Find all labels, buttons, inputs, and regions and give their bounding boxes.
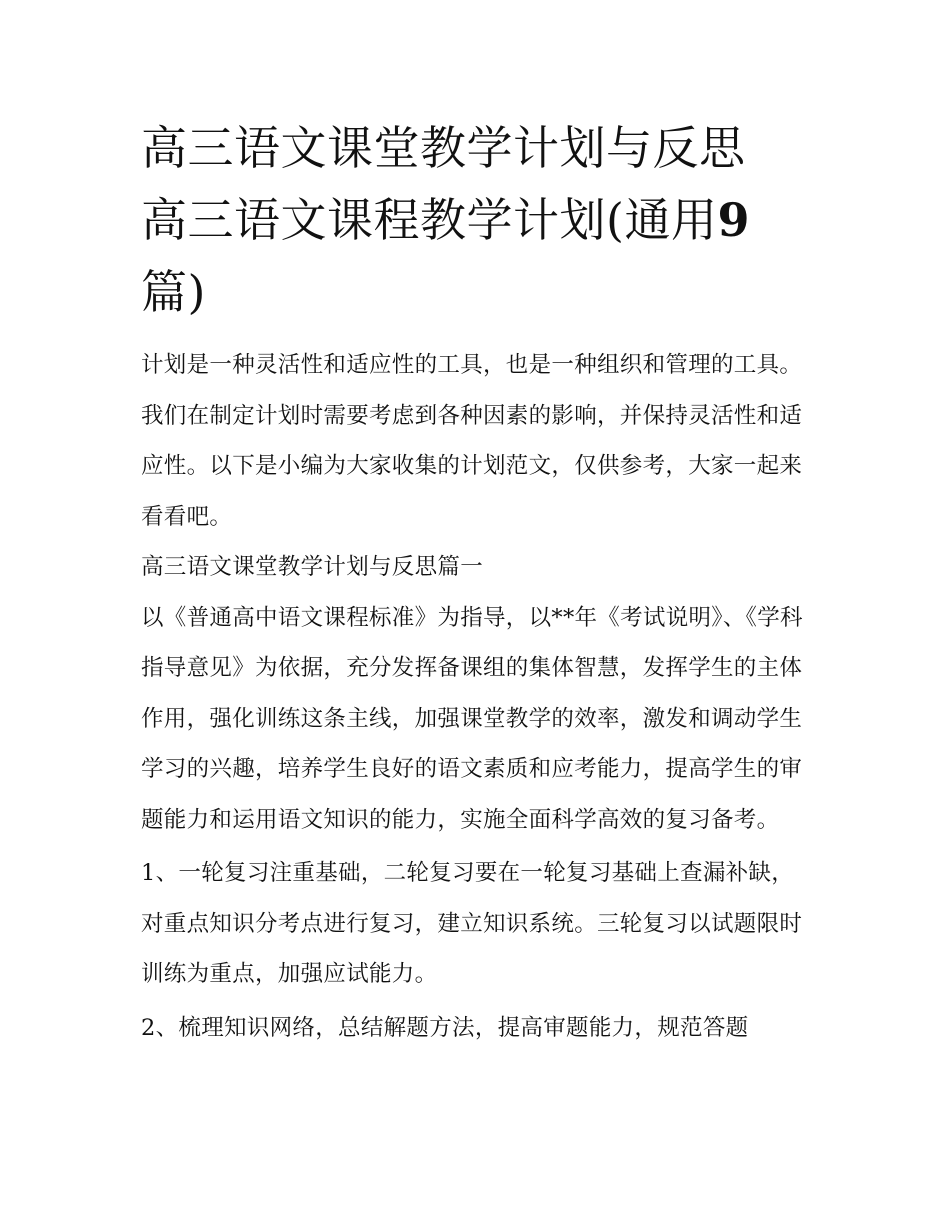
title-line-2: 高三语文课程教学计划(通用 — [141, 193, 718, 247]
document-body — [141, 112, 813, 1053]
title-number: 9 — [717, 193, 750, 247]
section-heading: 高三语文课堂教学计划与反思篇一 — [141, 554, 484, 580]
intro-paragraph: 计划是一种灵活性和适应性的工具，也是一种组织和管理的工具。我们在制定计划时需要考虑到各种因素的影响，并保持灵活性和适应性。以下是小编为大家收集的计划范文，仅供参考，大家一起来看看吧。 — [141, 352, 803, 530]
guiding-paragraph: 以《普通高中语文课程标准》为指导，以**年《考试说明》、《学科指导意见》为依据，充分发挥备课组的集体智慧，发挥学生的主体作用，强化训练这条主线，加强课堂教学的效率，激发和调动学生学习的兴趣，培养学生良好的语文素质和应考能力，提高学生的审题能力和运用语文知识的能力，实施全面科学高效的复习备考。 — [141, 604, 803, 833]
title-line-1: 高三语文课堂教学计划与反思 — [141, 121, 746, 175]
document-title — [141, 112, 813, 328]
list-item-2: 2、梳理知识网络，总结解题方法，提高审题能力，规范答题 — [141, 1014, 749, 1041]
list-item-1: 1、一轮复习注重基础，二轮复习要在一轮复习基础上查漏补缺，对重点知识分考点进行复习，建立知识系统。三轮复习以试题限时训练为重点，加强应试能力。 — [141, 860, 803, 987]
title-line-3: 篇) — [141, 265, 206, 319]
